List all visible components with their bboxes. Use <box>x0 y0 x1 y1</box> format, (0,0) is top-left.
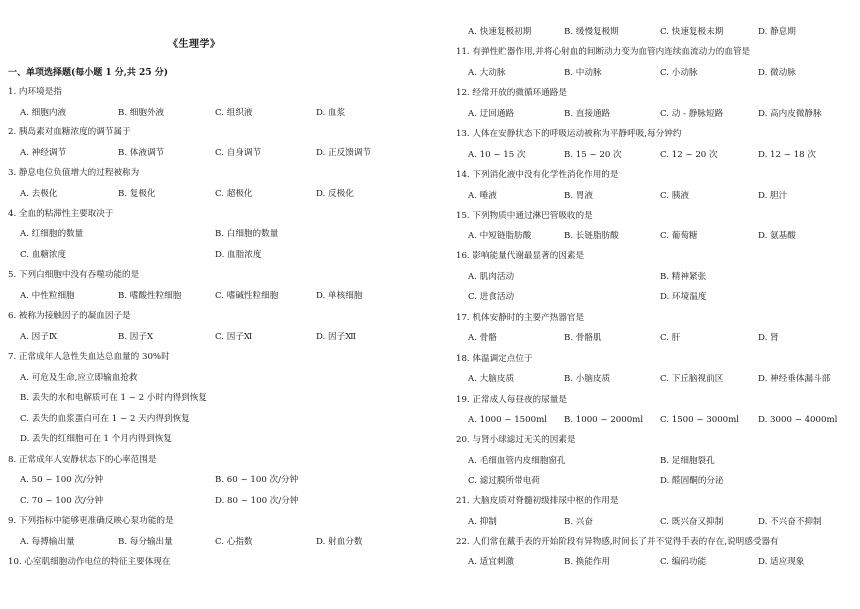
option-13b: B. 15 ~ 20 次 <box>564 150 622 160</box>
question-3: 3. 静息电位负值增大的过程被称为 <box>8 168 140 178</box>
option-10b: B. 缓慢复极期 <box>564 27 619 37</box>
option-17d: D. 肾 <box>758 333 779 343</box>
option-6a: A. 因子Ⅸ <box>20 332 58 342</box>
option-11c: C. 小动脉 <box>660 68 698 78</box>
option-3a: A. 去极化 <box>20 189 58 199</box>
option-13c: C. 12 ~ 20 次 <box>660 150 718 160</box>
option-9b: B. 每分输出量 <box>118 537 173 547</box>
question-20: 20. 与肾小球滤过无关的因素是 <box>456 435 576 445</box>
option-11d: D. 微动脉 <box>758 68 796 78</box>
option-3b: B. 复极化 <box>118 189 156 199</box>
option-5a: A. 中性粒细胞 <box>20 291 75 301</box>
option-3c: C. 超极化 <box>215 189 253 199</box>
question-17: 17. 机体安静时的主要产热器官是 <box>456 313 585 323</box>
option-12b: B. 直接通路 <box>564 109 611 119</box>
option-10a: A. 快速复极初期 <box>468 27 532 37</box>
option-6d: D. 因子Ⅻ <box>316 332 357 342</box>
question-16: 16. 影响能量代谢最显著的因素是 <box>456 251 585 261</box>
question-2: 2. 胰岛素对血糖浓度的调节属于 <box>8 127 131 137</box>
option-1d: D. 血浆 <box>316 108 346 118</box>
option-5c: C. 嗜碱性粒细胞 <box>215 291 279 301</box>
option-14b: B. 胃液 <box>564 191 593 201</box>
option-12d: D. 高内皮微静脉 <box>758 109 822 119</box>
option-22a: A. 适宜刺激 <box>468 557 515 567</box>
question-19: 19. 正常成人每昼夜的尿量是 <box>456 395 567 405</box>
option-7a: A. 可危及生命,应立即输血抢救 <box>20 373 138 383</box>
option-4c: C. 血糖浓度 <box>20 250 67 260</box>
option-12c: C. 动 - 静脉短路 <box>660 109 724 119</box>
option-9a: A. 每搏输出量 <box>20 537 75 547</box>
option-19b: B. 1000 ~ 2000ml <box>564 415 644 425</box>
option-11b: B. 中动脉 <box>564 68 602 78</box>
option-16d: D. 环境温度 <box>660 292 707 302</box>
option-22c: C. 编码功能 <box>660 557 707 567</box>
option-14d: D. 胆汁 <box>758 191 788 201</box>
option-19d: D. 3000 ~ 4000ml <box>758 415 838 425</box>
option-20b: B. 足细胞裂孔 <box>660 456 715 466</box>
question-7: 7. 正常成年人急性失血达总血量的 30%时 <box>8 352 170 362</box>
question-21: 21. 大脑皮质对脊髓初级排尿中枢的作用是 <box>456 496 619 506</box>
option-2c: C. 自身调节 <box>215 148 262 158</box>
option-8b: B. 60 ~ 100 次/分钟 <box>215 475 299 485</box>
option-14a: A. 唾液 <box>468 191 497 201</box>
option-11a: A. 大动脉 <box>468 68 506 78</box>
question-5: 5. 下列白细胞中没有吞噬功能的是 <box>8 270 140 280</box>
option-17b: B. 骨骼肌 <box>564 333 602 343</box>
option-1a: A. 细胞内液 <box>20 108 67 118</box>
option-4a: A. 红细胞的数量 <box>20 229 84 239</box>
option-5d: D. 单核细胞 <box>316 291 363 301</box>
option-1b: B. 细胞外液 <box>118 108 165 118</box>
page-title: 《生理学》 <box>168 39 221 50</box>
option-21b: B. 兴奋 <box>564 517 593 527</box>
option-8a: A. 50 ~ 100 次/分钟 <box>20 475 104 485</box>
option-19c: C. 1500 ~ 3000ml <box>660 415 740 425</box>
question-1: 1. 内环境是指 <box>8 87 62 97</box>
option-5b: B. 嗜酸性粒细胞 <box>118 291 182 301</box>
option-13a: A. 10 ~ 15 次 <box>468 150 526 160</box>
option-18a: A. 大脑皮质 <box>468 374 515 384</box>
option-7d: D. 丢失的红细胞可在 1 个月内得到恢复 <box>20 434 172 444</box>
question-11: 11. 有弹性贮器作用,并将心射血的间断动力变为血管内连续血流动力的血管是 <box>456 47 751 57</box>
option-15c: C. 葡萄糖 <box>660 231 698 241</box>
option-17a: A. 骨骼 <box>468 333 497 343</box>
option-16c: C. 进食活动 <box>468 292 515 302</box>
option-9c: C. 心指数 <box>215 537 253 547</box>
option-21a: A. 抑制 <box>468 517 497 527</box>
option-15a: A. 中短链脂肪酸 <box>468 231 532 241</box>
option-17c: C. 肝 <box>660 333 681 343</box>
option-20c: C. 滤过膜所带电荷 <box>468 476 540 486</box>
option-15d: D. 氨基酸 <box>758 231 796 241</box>
question-4: 4. 全血的粘滞性主要取决于 <box>8 209 114 219</box>
option-8c: C. 70 ~ 100 次/分钟 <box>20 496 104 506</box>
option-22b: B. 换能作用 <box>564 557 611 567</box>
section-heading: 一、单项选择题(每小题 1 分,共 25 分) <box>8 68 168 78</box>
option-20d: D. 醛固酮的分泌 <box>660 476 724 486</box>
question-15: 15. 下列物质中通过淋巴管吸收的是 <box>456 211 593 221</box>
option-4b: B. 白细胞的数量 <box>215 229 279 239</box>
option-18b: B. 小脑皮质 <box>564 374 611 384</box>
option-21c: C. 既兴奋又抑制 <box>660 517 724 527</box>
option-12a: A. 迂回通路 <box>468 109 515 119</box>
question-14: 14. 下列消化液中没有化学性消化作用的是 <box>456 170 619 180</box>
option-22d: D. 适应现象 <box>758 557 805 567</box>
option-10c: C. 快速复极末期 <box>660 27 724 37</box>
option-13d: D. 12 ~ 18 次 <box>758 150 816 160</box>
option-20a: A. 毛细血管内皮细胞窗孔 <box>468 456 566 466</box>
option-10d: D. 静息期 <box>758 27 796 37</box>
option-16a: A. 肌肉活动 <box>468 272 515 282</box>
question-22: 22. 人们常在戴手表的开始阶段有异物感,时间长了并不觉得手表的存在,说明感受器有 <box>456 537 779 547</box>
option-2b: B. 体液调节 <box>118 148 165 158</box>
option-18d: D. 神经垂体漏斗部 <box>758 374 831 384</box>
option-7c: C. 丢失的血浆蛋白可在 1 ~ 2 天内得到恢复 <box>20 414 190 424</box>
option-2a: A. 神经调节 <box>20 148 67 158</box>
question-18: 18. 体温调定点位于 <box>456 354 533 364</box>
question-13: 13. 人体在安静状态下的呼吸运动被称为平静呼吸,每分钟约 <box>456 129 682 139</box>
option-7b: B. 丢失的水和电解质可在 1 ~ 2 小时内得到恢复 <box>20 393 207 403</box>
option-18c: C. 下丘脑视前区 <box>660 374 724 384</box>
option-6c: C. 因子Ⅺ <box>215 332 253 342</box>
option-14c: C. 胰液 <box>660 191 689 201</box>
question-12: 12. 经常开放的微循环通路是 <box>456 88 567 98</box>
option-21d: D. 不兴奋不抑制 <box>758 517 822 527</box>
option-1c: C. 组织液 <box>215 108 253 118</box>
question-6: 6. 被称为接触因子的凝血因子是 <box>8 311 131 321</box>
option-3d: D. 反极化 <box>316 189 354 199</box>
option-16b: B. 精神紧张 <box>660 272 707 282</box>
question-8: 8. 正常成年人安静状态下的心率范围是 <box>8 455 157 465</box>
option-19a: A. 1000 ~ 1500ml <box>468 415 547 425</box>
option-4d: D. 血脂浓度 <box>215 250 262 260</box>
option-2d: D. 正反馈调节 <box>316 148 372 158</box>
option-15b: B. 长链脂肪酸 <box>564 231 619 241</box>
question-10: 10. 心室肌细胞动作电位的特征主要体现在 <box>8 557 171 567</box>
question-9: 9. 下列指标中能够更准确反映心泵功能的是 <box>8 516 174 526</box>
option-9d: D. 射血分数 <box>316 537 363 547</box>
option-6b: B. 因子Ⅹ <box>118 332 154 342</box>
option-8d: D. 80 ~ 100 次/分钟 <box>215 496 299 506</box>
